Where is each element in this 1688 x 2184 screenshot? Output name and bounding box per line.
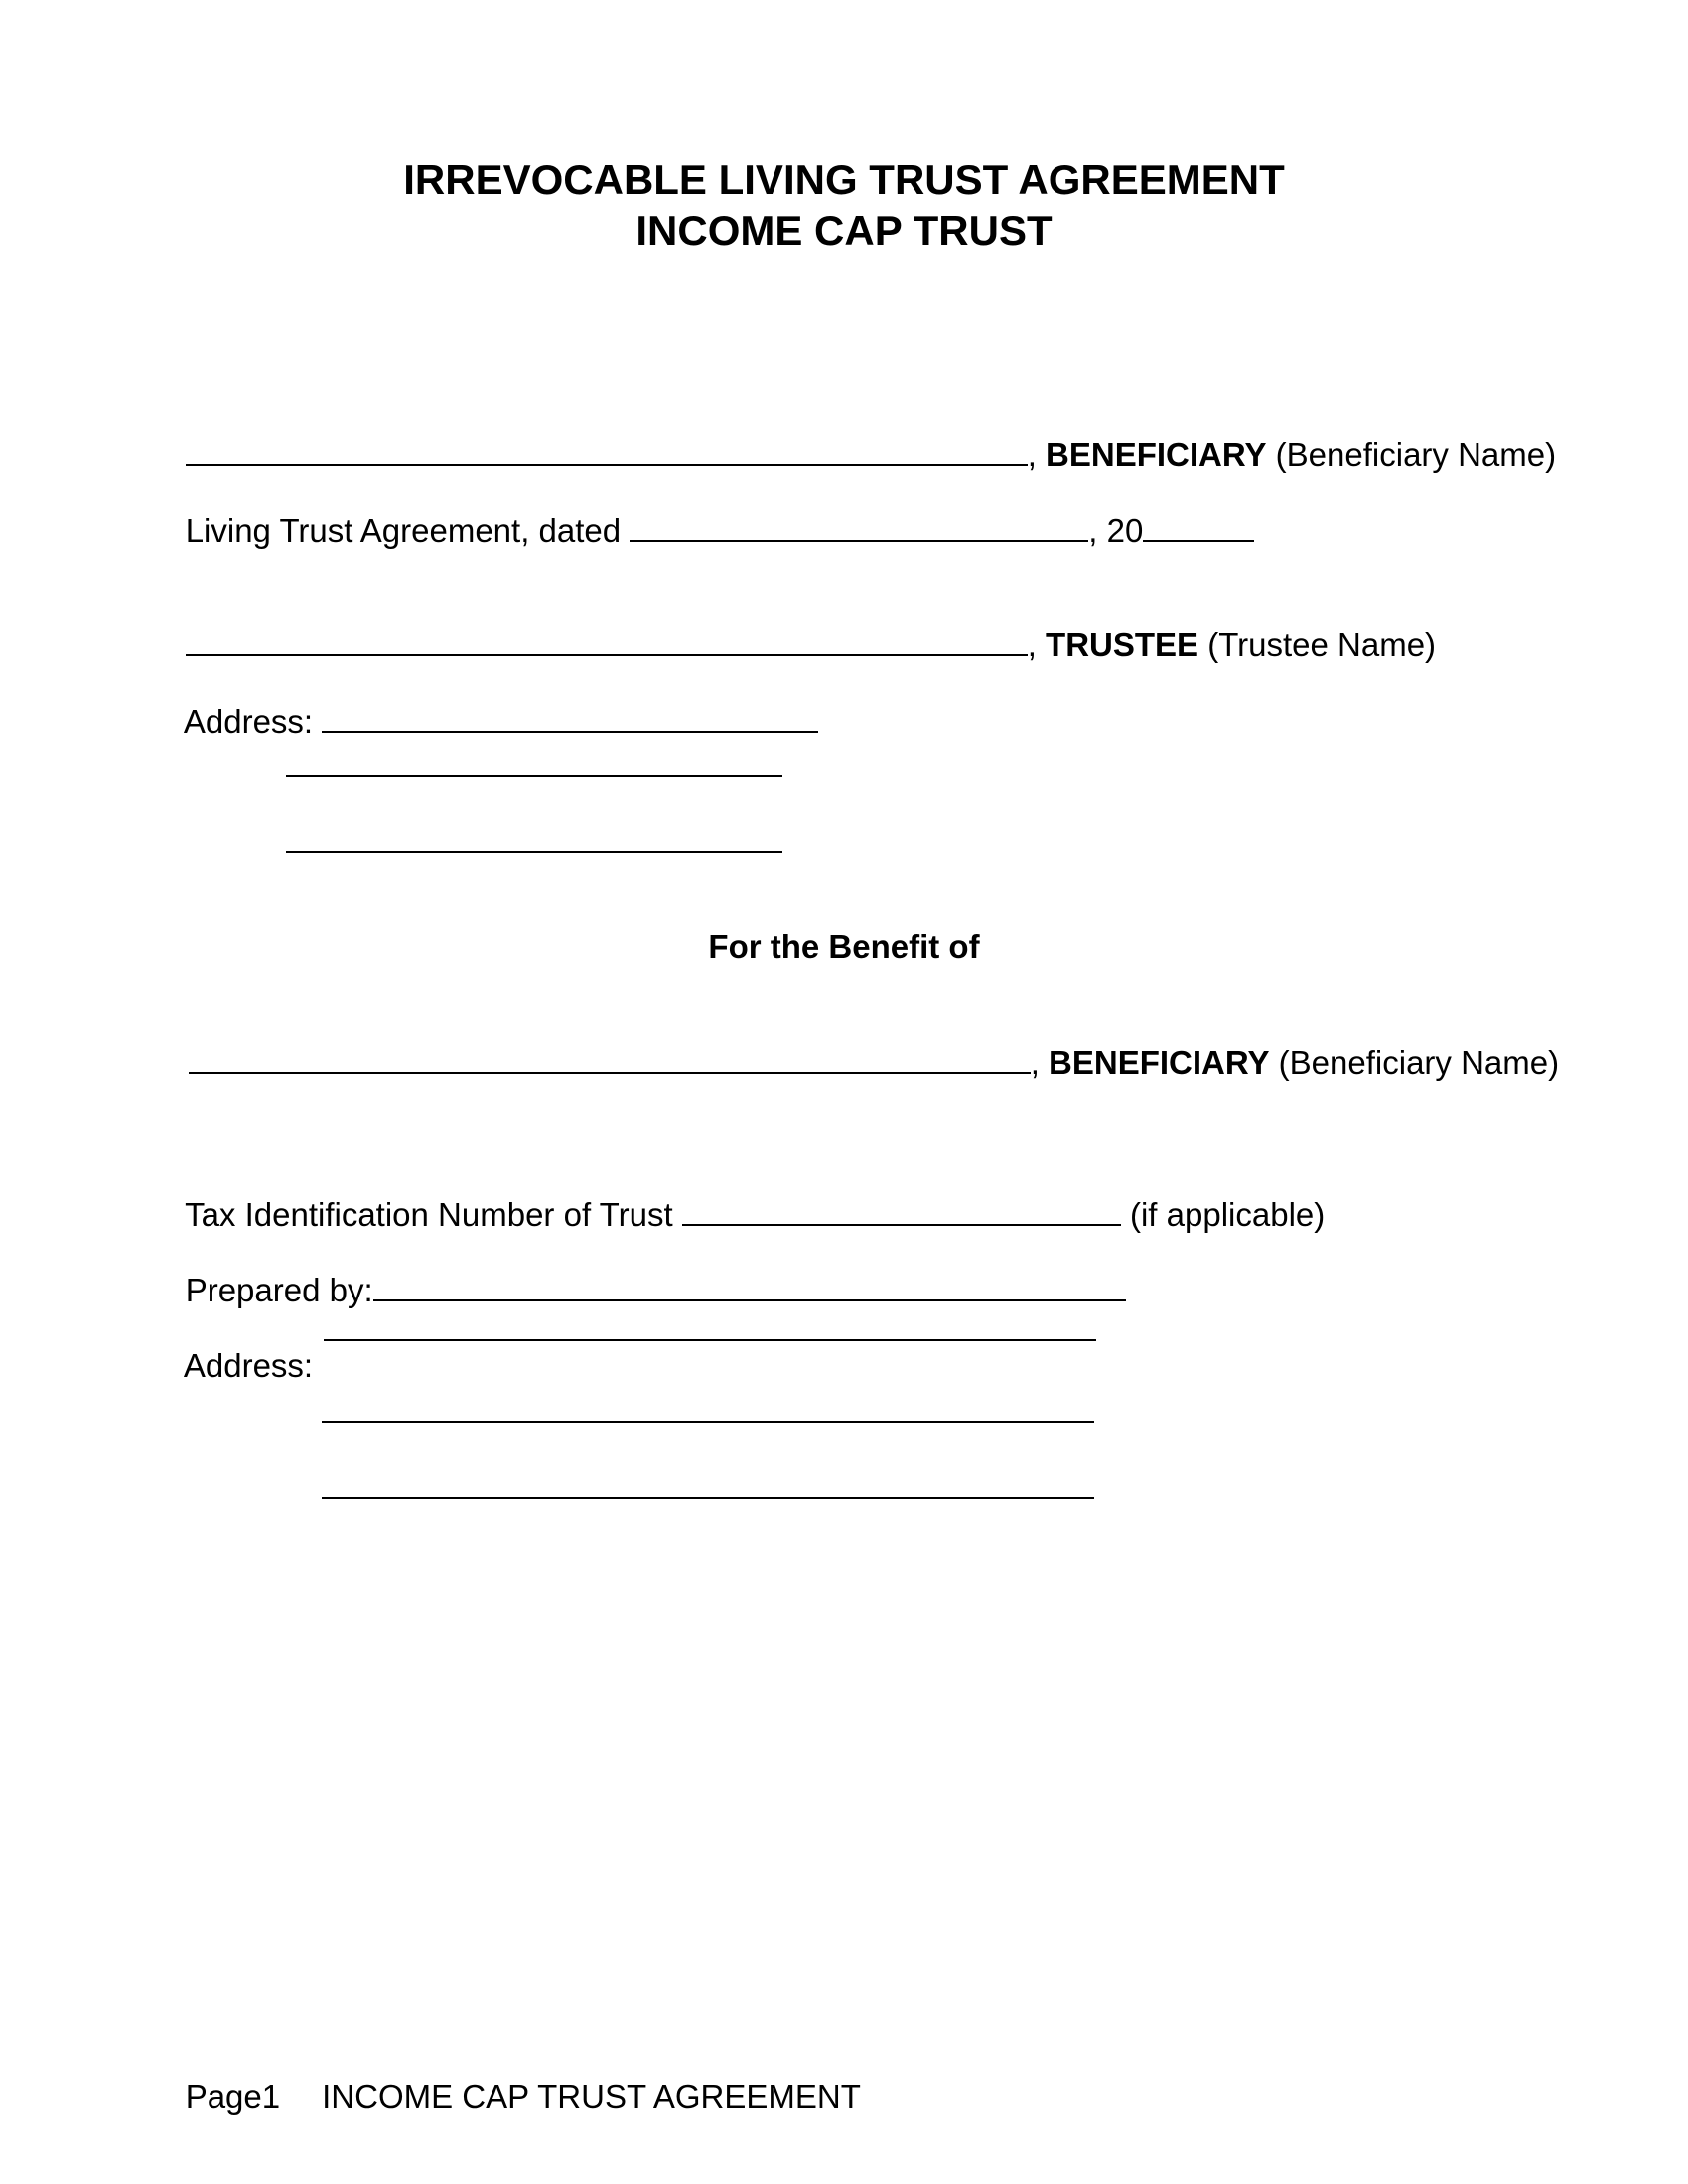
- beneficiary-label-1: BENEFICIARY: [1046, 436, 1267, 473]
- preparer-address-line-1: [149, 1306, 313, 1426]
- trustee-label: TRUSTEE: [1046, 626, 1199, 663]
- beneficiary-label-2: BENEFICIARY: [1049, 1044, 1270, 1081]
- trust-year-field[interactable]: [1143, 512, 1254, 542]
- trustee-address-field-3[interactable]: [286, 851, 782, 853]
- preparer-address-label: Address:: [183, 1347, 314, 1384]
- prepared-by-label: Prepared by:: [185, 1272, 373, 1308]
- preparer-address-field-1[interactable]: [324, 1339, 1096, 1341]
- trustee-address-field-2[interactable]: [286, 775, 782, 777]
- footer-document-name: INCOME CAP TRUST AGREEMENT: [322, 2078, 861, 2115]
- beneficiary-name-field-2[interactable]: [189, 1044, 1031, 1074]
- trustee-hint: (Trustee Name): [1207, 626, 1437, 663]
- document-title-line1: IRREVOCABLE LIVING TRUST AGREEMENT: [403, 156, 1285, 203]
- trustee-address-field-1[interactable]: [322, 703, 818, 733]
- beneficiary-line-1: , BENEFICIARY (Beneficiary Name): [149, 395, 1556, 514]
- trustee-address-label: Address:: [183, 703, 314, 740]
- beneficiary-name-field-1[interactable]: [186, 436, 1028, 466]
- trustee-line: , TRUSTEE (Trustee Name): [149, 586, 1436, 705]
- preparer-address-field-3[interactable]: [322, 1497, 1094, 1499]
- trust-year-prefix: , 20: [1088, 512, 1144, 549]
- beneficiary-hint-2: (Beneficiary Name): [1278, 1044, 1560, 1081]
- benefit-heading: For the Benefit of: [708, 928, 980, 965]
- tax-id-field[interactable]: [682, 1196, 1121, 1226]
- tax-id-suffix: (if applicable): [1129, 1196, 1326, 1233]
- document-title-line2: INCOME CAP TRUST: [635, 207, 1053, 254]
- trust-date-line: [149, 472, 1254, 591]
- tax-id-label: Tax Identification Number of Trust: [185, 1196, 673, 1233]
- beneficiary-hint-1: (Beneficiary Name): [1275, 436, 1557, 473]
- page-number: Page1: [185, 2078, 281, 2115]
- beneficiary-line-2: , BENEFICIARY (Beneficiary Name): [152, 1004, 1559, 1123]
- preparer-address-field-2[interactable]: [322, 1421, 1094, 1423]
- page-footer: [149, 2037, 861, 2156]
- trustee-name-field[interactable]: [186, 626, 1028, 656]
- trust-date-label: Living Trust Agreement, dated: [185, 512, 622, 549]
- trust-date-field[interactable]: [630, 512, 1088, 542]
- trustee-address-line-1: [149, 662, 818, 781]
- prepared-by-field[interactable]: [373, 1272, 1126, 1301]
